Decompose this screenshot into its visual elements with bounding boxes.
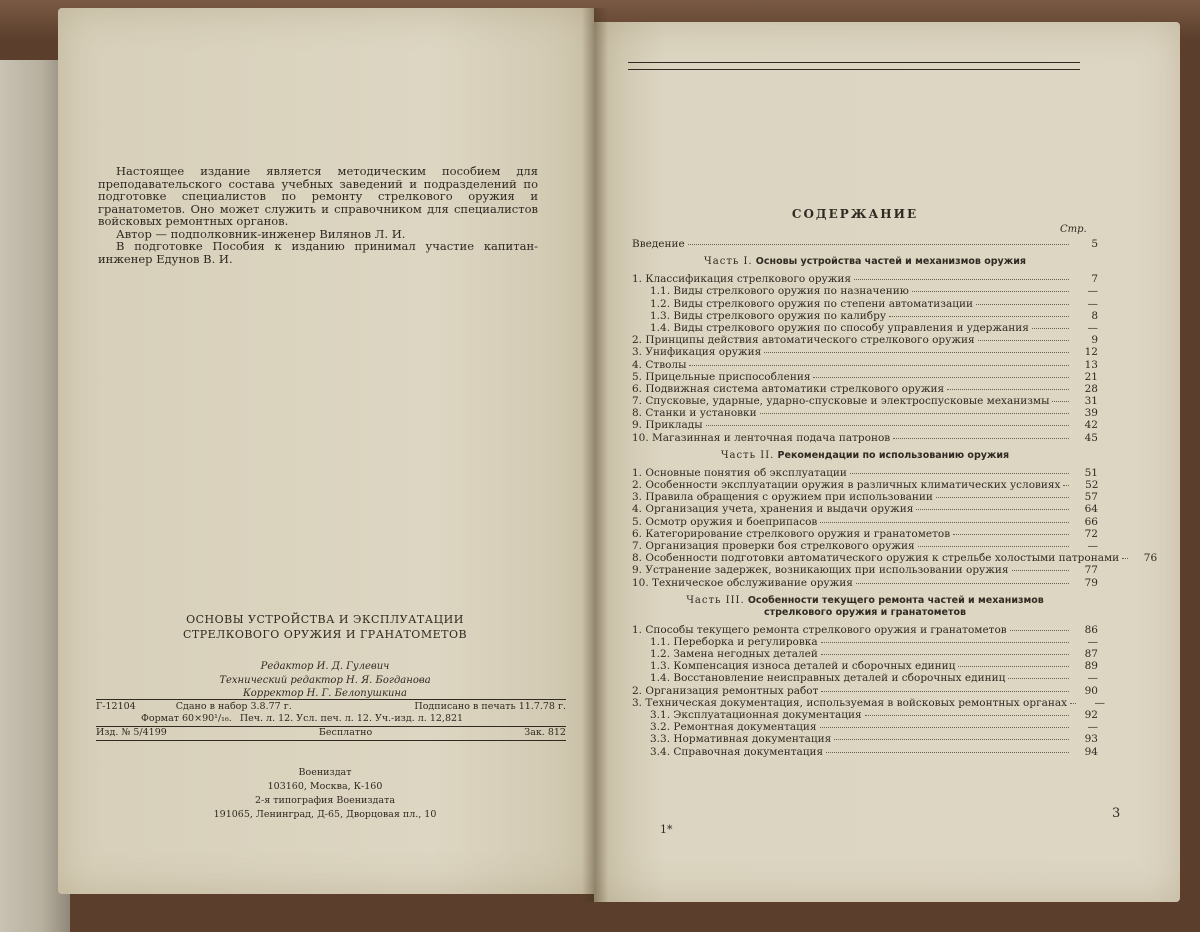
toc-entry-title: 3.2. Ремонтная документация bbox=[650, 721, 817, 734]
toc-leader-dots bbox=[689, 365, 1069, 366]
toc-leader-dots bbox=[1008, 678, 1069, 679]
toc-entry-page: 51 bbox=[1084, 466, 1098, 479]
imprint-order: Зак. 812 bbox=[524, 727, 566, 738]
toc-entry bbox=[632, 334, 1098, 346]
part-3-heading bbox=[632, 595, 1098, 619]
toc-entry-title: 5. Осмотр оружия и боеприпасов bbox=[632, 515, 818, 528]
toc-entry bbox=[632, 672, 1098, 684]
toc-entry bbox=[632, 419, 1098, 431]
toc-leader-dots bbox=[821, 691, 1069, 692]
editorial-staff bbox=[150, 660, 500, 701]
toc-entry-title: 1.4. Восстановление неисправных деталей и сборочных единиц bbox=[650, 672, 1006, 685]
toc-leader-dots bbox=[850, 473, 1069, 474]
book-gutter bbox=[582, 8, 608, 902]
toc-leader-dots bbox=[912, 291, 1069, 292]
part-1-label: Часть I. bbox=[704, 256, 753, 268]
author-line: Автор — подполковник-инженер Вилянов Л. И. bbox=[116, 226, 406, 241]
toc-entry-page: 8 bbox=[1091, 309, 1098, 322]
part-2-label: Часть II. bbox=[720, 449, 775, 461]
toc-entry-title: 1. Способы текущего ремонта стрелкового оружия и гранатометов bbox=[632, 623, 1007, 636]
toc-leader-dots bbox=[854, 279, 1069, 280]
book-title-line1: ОСНОВЫ УСТРОЙСТВА И ЭКСПЛУАТАЦИИ bbox=[186, 613, 464, 626]
part-1-list bbox=[632, 273, 1098, 444]
toc-entry bbox=[632, 346, 1098, 358]
toc-entry bbox=[632, 685, 1098, 697]
toc-entry-page: 66 bbox=[1084, 515, 1098, 528]
toc-leader-dots bbox=[764, 352, 1069, 353]
toc-entry-intro bbox=[632, 238, 1098, 250]
toc-leader-dots bbox=[821, 642, 1069, 643]
annotation-block bbox=[98, 165, 538, 265]
toc-entry-page: — bbox=[1087, 297, 1098, 310]
toc-entry bbox=[632, 540, 1098, 552]
toc-leader-dots bbox=[820, 522, 1069, 523]
toc-entry bbox=[632, 322, 1098, 334]
toc-entry-title: 7. Спусковые, ударные, ударно-спусковые и электроспусковые механизмы bbox=[632, 395, 1050, 408]
toc-entry-page: 39 bbox=[1084, 407, 1098, 420]
toc-entry-title: 2. Принципы действия автоматического стрелкового оружия bbox=[632, 334, 975, 347]
toc-entry-page: 42 bbox=[1084, 419, 1098, 432]
toc-title: СОДЕРЖАНИЕ bbox=[791, 207, 919, 221]
imprint-rule-bottom bbox=[96, 740, 566, 741]
toc-entry-title: 1.3. Компенсация износа деталей и сборочных единиц bbox=[650, 660, 956, 673]
tech-editor: Технический редактор Н. Я. Богданова bbox=[219, 674, 431, 686]
toc-leader-dots bbox=[1070, 703, 1076, 704]
toc-leader-dots bbox=[958, 666, 1069, 667]
toc-leader-dots bbox=[1063, 485, 1069, 486]
toc-entry-page: 86 bbox=[1084, 623, 1098, 636]
toc-entry bbox=[632, 636, 1098, 648]
toc-entry-title: 3. Правила обращения с оружием при использовании bbox=[632, 491, 933, 504]
toc-entry bbox=[632, 564, 1098, 576]
book-title bbox=[150, 612, 500, 642]
toc-leader-dots bbox=[821, 654, 1069, 655]
part-1-title: Основы устройства частей и механизмов оружия bbox=[755, 256, 1026, 268]
toc-entry bbox=[632, 407, 1098, 419]
toc-entry-page: 45 bbox=[1084, 431, 1098, 444]
toc-entry-page: 87 bbox=[1084, 648, 1098, 661]
imprint-format: Формат 60×90¹/₁₆. bbox=[141, 713, 232, 724]
toc-entry-title: 1.3. Виды стрелкового оружия по калибру bbox=[650, 309, 887, 322]
toc-entry-page: — bbox=[1087, 321, 1098, 334]
toc-entry-title: 1.1. Переборка и регулировка bbox=[650, 635, 818, 648]
toc-entry-title: 9. Устранение задержек, возникающих при использовании оружия bbox=[632, 564, 1009, 577]
part-1-heading bbox=[632, 256, 1098, 268]
imprint-block bbox=[96, 699, 566, 741]
toc-entry bbox=[632, 503, 1098, 515]
toc-leader-dots bbox=[916, 509, 1069, 510]
toc-leader-dots bbox=[1032, 328, 1069, 329]
toc-entry bbox=[632, 491, 1098, 503]
toc-entry bbox=[632, 624, 1098, 636]
toc-entry-page: 31 bbox=[1084, 395, 1098, 408]
toc-entry-page: 52 bbox=[1085, 479, 1099, 491]
toc-entry-title: 4. Организация учета, хранения и выдачи оружия bbox=[632, 503, 914, 516]
table-of-contents bbox=[632, 238, 1158, 758]
part-3-label: Часть III. bbox=[686, 594, 745, 606]
toc-entry-title: 8. Особенности подготовки автоматического оружия к стрельбе холостыми патронами bbox=[632, 552, 1120, 565]
part-2-title: Рекомендации по использованию оружия bbox=[777, 449, 1010, 461]
editor: Редактор И. Д. Гулевич bbox=[260, 661, 390, 672]
publisher-address: 103160, Москва, К-160 bbox=[267, 781, 383, 792]
toc-leader-dots bbox=[947, 389, 1069, 390]
toc-entry-page: — bbox=[1087, 672, 1098, 685]
imprint-free: Бесплатно bbox=[318, 727, 373, 738]
toc-leader-dots bbox=[978, 340, 1069, 341]
toc-leader-dots bbox=[688, 244, 1069, 245]
toc-leader-dots bbox=[1122, 558, 1128, 559]
part-3-title-line1: Особенности текущего ремонта частей и механизмов bbox=[747, 594, 1044, 606]
toc-entry-title: 2. Организация ремонтных работ bbox=[632, 684, 819, 697]
toc-leader-dots bbox=[813, 377, 1069, 378]
toc-entry-page: 89 bbox=[1084, 660, 1098, 673]
toc-entry-page: 5 bbox=[1091, 238, 1098, 250]
toc-entry bbox=[632, 648, 1098, 660]
toc-entry-page: 79 bbox=[1084, 576, 1098, 589]
toc-entry-title: 5. Прицельные приспособления bbox=[632, 370, 811, 383]
toc-entry bbox=[632, 383, 1098, 395]
toc-entry-title: 1.4. Виды стрелкового оружия по способу управления и удержания bbox=[650, 321, 1029, 334]
page-column-label: Стр. bbox=[1060, 224, 1087, 235]
toc-entry-page: — bbox=[1087, 539, 1098, 552]
toc-entry-title: 10. Магазинная и ленточная подача патронов bbox=[632, 431, 891, 444]
publisher-block bbox=[150, 766, 500, 822]
page-number: 3 bbox=[1112, 806, 1121, 821]
toc-entry bbox=[632, 467, 1098, 479]
toc-entry bbox=[632, 285, 1098, 297]
publisher-name: Воениздат bbox=[298, 767, 352, 778]
toc-leader-dots bbox=[976, 304, 1069, 305]
toc-entry bbox=[632, 528, 1098, 540]
imprint-izd: Изд. № 5/4199 bbox=[96, 727, 167, 738]
toc-entry-title: 1.2. Виды стрелкового оружия по степени автоматизации bbox=[650, 297, 974, 310]
toc-entry bbox=[632, 371, 1098, 383]
toc-entry bbox=[632, 577, 1098, 589]
toc-entry bbox=[632, 298, 1098, 310]
toc-entry-title: 3.1. Эксплуатационная документация bbox=[650, 709, 862, 721]
toc-entry-page: 90 bbox=[1084, 684, 1098, 697]
toc-entry-page: 93 bbox=[1084, 733, 1098, 746]
toc-leader-dots bbox=[834, 739, 1069, 740]
left-page bbox=[58, 8, 594, 894]
toc-leader-dots bbox=[826, 752, 1069, 753]
toc-entry-title: 3. Техническая документация, используемая в войсковых ремонтных органах bbox=[632, 696, 1068, 709]
toc-entry bbox=[632, 516, 1098, 528]
participant-line: В подготовке Пособия к изданию принимал участие капитан-инженер Едунов В. И. bbox=[98, 239, 538, 266]
part-2-heading bbox=[632, 450, 1098, 462]
toc-entry-page: — bbox=[1087, 635, 1098, 648]
toc-leader-dots bbox=[918, 546, 1069, 547]
imprint-code: Г-12104 bbox=[96, 701, 136, 712]
toc-leader-dots bbox=[1010, 630, 1069, 631]
printer-name: 2-я типография Воениздата bbox=[254, 795, 395, 806]
toc-entry bbox=[632, 733, 1098, 745]
toc-entry-title: Введение bbox=[632, 238, 685, 250]
toc-leader-dots bbox=[1012, 570, 1069, 571]
part-2-list bbox=[632, 466, 1158, 589]
toc-entry bbox=[632, 395, 1098, 407]
toc-leader-dots bbox=[706, 425, 1069, 426]
toc-entry-page: 92 bbox=[1084, 709, 1098, 721]
toc-entry bbox=[632, 696, 1106, 709]
toc-entry bbox=[632, 746, 1098, 758]
toc-entry-page: — bbox=[1094, 696, 1106, 709]
toc-entry-title: 2. Особенности эксплуатации оружия в различных климатических условиях bbox=[632, 479, 1061, 491]
toc-entry bbox=[632, 310, 1098, 322]
printer-address: 191065, Ленинград, Д-65, Дворцовая пл., 10 bbox=[213, 809, 437, 820]
toc-leader-dots bbox=[936, 497, 1069, 498]
toc-leader-dots bbox=[889, 316, 1069, 317]
toc-entry-page: — bbox=[1087, 721, 1098, 734]
toc-entry-title: 1.1. Виды стрелкового оружия по назначению bbox=[650, 285, 909, 298]
toc-entry-page: 76 bbox=[1143, 552, 1158, 565]
imprint-sent: Сдано в набор 3.8.77 г. bbox=[175, 701, 292, 712]
header-double-rule bbox=[628, 62, 1080, 70]
imprint-signed: Подписано в печать 11.7.78 г. bbox=[414, 701, 566, 712]
toc-leader-dots bbox=[893, 438, 1069, 439]
toc-leader-dots bbox=[953, 534, 1069, 535]
toc-entry-page: — bbox=[1087, 285, 1098, 298]
toc-entry-title: 1. Классификация стрелкового оружия bbox=[632, 273, 851, 286]
toc-entry-title: 1.2. Замена негодных деталей bbox=[650, 648, 818, 661]
toc-entry-title: 3. Унификация оружия bbox=[632, 346, 762, 359]
book-title-line2: СТРЕЛКОВОГО ОРУЖИЯ И ГРАНАТОМЕТОВ bbox=[182, 628, 468, 641]
toc-entry-title: 8. Станки и установки bbox=[632, 407, 757, 420]
toc-entry-page: 72 bbox=[1084, 527, 1098, 540]
annotation-paragraph: Настоящее издание является методическим пособием для преподавательского состава учебных заведений и подразделений по подготовке специалистов по ремонту стрелкового оружия и гранатометов. Оно может служить и справочником для специалистов войсковых ремонтных органов. bbox=[98, 164, 538, 228]
toc-entry-title: 10. Техническое обслуживание оружия bbox=[632, 576, 853, 589]
imprint-sheets: Печ. л. 12. Усл. печ. л. 12. Уч.-изд. л. 12,821 bbox=[239, 713, 464, 724]
toc-entry-page: 12 bbox=[1084, 346, 1098, 359]
toc-entry-page: 9 bbox=[1091, 334, 1098, 347]
toc-entry-title: 3.4. Справочная документация bbox=[650, 745, 824, 758]
corrector: Корректор Н. Г. Белопушкина bbox=[243, 688, 407, 699]
toc-entry-title: 4. Стволы bbox=[632, 358, 687, 371]
toc-entry-page: 21 bbox=[1084, 370, 1098, 383]
toc-entry-page: 77 bbox=[1084, 564, 1098, 577]
toc-leader-dots bbox=[856, 583, 1069, 584]
toc-entry-title: 9. Приклады bbox=[632, 419, 703, 432]
toc-entry-title: 7. Организация проверки боя стрелкового оружия bbox=[632, 539, 915, 552]
toc-entry-page: 57 bbox=[1084, 491, 1098, 504]
toc-entry bbox=[632, 359, 1098, 371]
toc-entry-page: 13 bbox=[1084, 358, 1098, 371]
toc-entry bbox=[632, 432, 1098, 444]
toc-entry-page: 94 bbox=[1084, 745, 1098, 758]
toc-entry-page: 64 bbox=[1084, 503, 1098, 516]
toc-entry bbox=[632, 709, 1098, 721]
toc-entry bbox=[632, 660, 1098, 672]
toc-leader-dots bbox=[760, 413, 1069, 414]
toc-entry bbox=[632, 273, 1098, 285]
toc-entry-title: 1. Основные понятия об эксплуатации bbox=[632, 466, 847, 479]
toc-entry-title: 6. Категорирование стрелкового оружия и гранатометов bbox=[632, 527, 951, 540]
part-3-title-line2: стрелкового оружия и гранатометов bbox=[763, 606, 967, 618]
toc-leader-dots bbox=[820, 727, 1069, 728]
toc-entry-title: 6. Подвижная система автоматики стрелкового оружия bbox=[632, 382, 945, 395]
toc-leader-dots bbox=[1052, 401, 1069, 402]
part-3-list bbox=[632, 623, 1106, 758]
signature-mark: 1* bbox=[660, 823, 673, 836]
toc-entry bbox=[632, 552, 1158, 565]
toc-leader-dots bbox=[865, 715, 1069, 716]
imprint-rule-top bbox=[96, 699, 566, 700]
toc-entry-title: 3.3. Нормативная документация bbox=[650, 733, 832, 746]
toc-entry bbox=[632, 721, 1098, 733]
toc-entry bbox=[632, 479, 1098, 491]
toc-entry-page: 28 bbox=[1084, 382, 1098, 395]
toc-entry-page: 7 bbox=[1091, 273, 1098, 286]
